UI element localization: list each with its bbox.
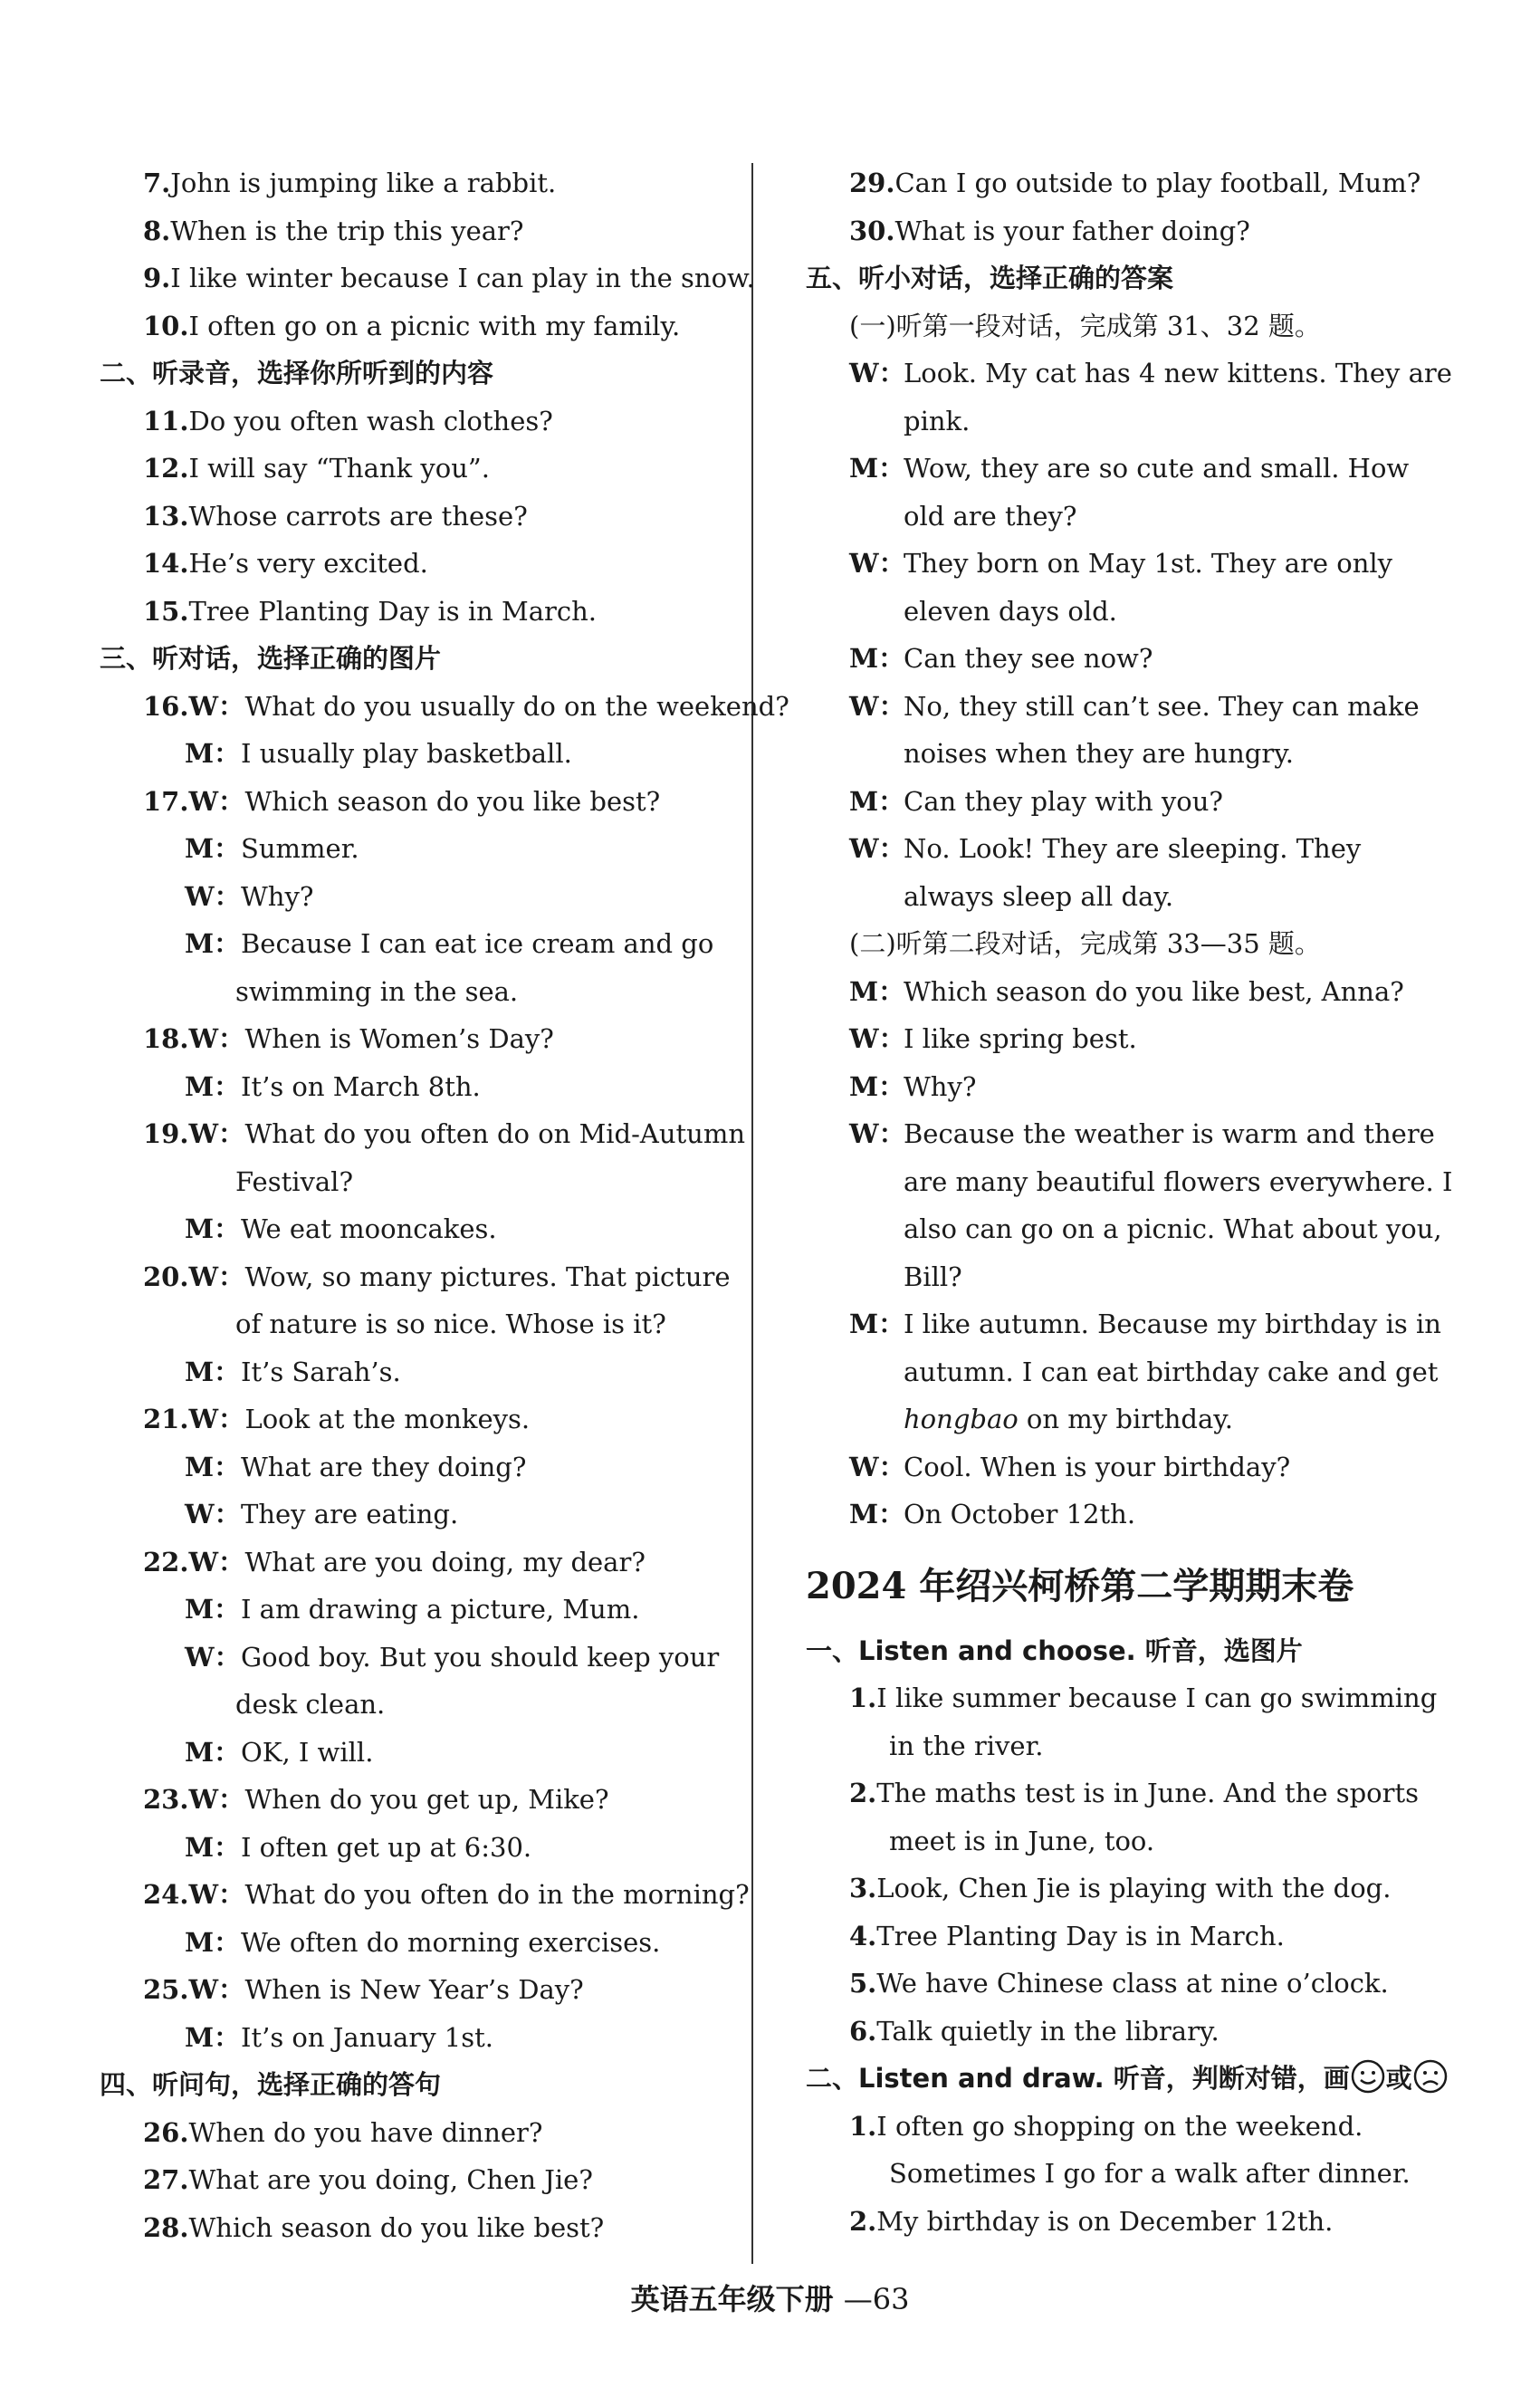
list-item: 15.Tree Planting Day is in March.	[143, 595, 598, 627]
sub-heading: (一)听第一段对话，完成第 31、32 题。	[849, 310, 1321, 341]
dialog-line: W：Why?	[185, 880, 314, 912]
list-item: 3.Look, Chen Jie is playing with the dog.	[849, 1873, 1392, 1903]
dialog-line: swimming in the sea.	[235, 975, 519, 1007]
dialog-line: old are they?	[904, 500, 1077, 532]
column-divider	[751, 163, 753, 2264]
list-item: 29.Can I go outside to play football, Mum?	[849, 168, 1421, 198]
list-item: 26.When do you have dinner?	[143, 2116, 543, 2148]
list-item: 9.I like winter because I can play in the snow.	[143, 263, 755, 293]
dialog-line: W：They born on May 1st. They are only	[849, 548, 1393, 579]
dialog-line: 24.W：What do you often do in the morning?	[143, 1879, 750, 1910]
sad-face-icon	[1412, 2058, 1449, 2095]
dialog-line: M：I often get up at 6:30.	[185, 1831, 532, 1863]
dialog-line: M：Summer.	[185, 833, 359, 864]
dialog-line: 19.W：What do you often do on Mid-Autumn	[143, 1118, 746, 1149]
dialog-two	[806, 968, 1467, 1539]
list-item: 28.Which season do you like best?	[143, 2211, 605, 2243]
list-item: 4.Tree Planting Day is in March.	[849, 1920, 1285, 1951]
list-item: 13.Whose carrots are these?	[143, 500, 528, 532]
exam-title: 2024 年绍兴柯桥第二学期期末卷	[806, 1564, 1354, 1607]
dialog-line: M：Wow, they are so cute and small. How	[849, 453, 1410, 484]
dialog-line: M：It’s Sarah’s.	[185, 1356, 401, 1387]
dialog-line: M：Can they see now?	[849, 643, 1153, 674]
dialog-line: always sleep all day.	[904, 880, 1174, 912]
right-column	[806, 159, 1467, 2245]
list-item: 8.When is the trip this year?	[143, 215, 524, 246]
dialog-line: 25.W：When is New Year’s Day?	[143, 1974, 584, 2005]
list-item: 10.I often go on a picnic with my family.	[143, 310, 681, 341]
dialog-line: also can go on a picnic. What about you,	[904, 1213, 1442, 1244]
list-item: 5.We have Chinese class at nine o’clock.	[849, 1968, 1389, 1999]
dialog-line: Bill?	[904, 1261, 962, 1292]
dialog-line: noises when they are hungry.	[904, 738, 1294, 769]
section-heading: 三、听对话，选择正确的图片	[100, 643, 442, 674]
dialog-line: 22.W：What are you doing, my dear?	[143, 1546, 646, 1577]
dialog-line: W：Look. My cat has 4 new kittens. They are	[849, 358, 1452, 388]
dialog-line: M：We often do morning exercises.	[185, 1926, 661, 1958]
dialog-line: M：Which season do you like best, Anna?	[849, 975, 1404, 1007]
list-item: 27.What are you doing, Chen Jie?	[143, 2164, 593, 2195]
dialog-line: 18.W：When is Women’s Day?	[143, 1023, 554, 1054]
dialog-line: W：No, they still can’t see. They can make	[849, 690, 1420, 722]
dialog-line: desk clean.	[235, 1689, 386, 1720]
page-number: —63	[843, 2282, 910, 2316]
list-item: 1.I like summer because I can go swimming	[849, 1683, 1438, 1713]
list-item-cont: meet is in June, too.	[889, 1825, 1155, 1856]
dialog-line: W：Cool. When is your birthday?	[849, 1451, 1291, 1482]
smiley-face-icon	[1350, 2058, 1386, 2095]
dialog-one	[806, 350, 1467, 920]
sub-heading: (二)听第二段对话，完成第 33—35 题。	[849, 928, 1321, 959]
section-heading: 五、听小对话，选择正确的答案	[806, 263, 1174, 293]
page-footer	[0, 2277, 1540, 2318]
dialog-line: 20.W：Wow, so many pictures. That picture	[143, 1261, 731, 1292]
list-item: 11.Do you often wash clothes?	[143, 405, 553, 436]
dialog-line: W：They are eating.	[185, 1499, 459, 1529]
dialog-line: autumn. I can eat birthday cake and get	[904, 1356, 1439, 1387]
list-item-cont: Sometimes I go for a walk after dinner.	[889, 2158, 1411, 2189]
section-heading: 二、Listen and draw. 听音，判断对错，画 或	[806, 2055, 1467, 2103]
list-item: 2.My birthday is on December 12th.	[849, 2205, 1334, 2237]
dialog-line: M：I like autumn. Because my birthday is in	[849, 1309, 1441, 1339]
dialog-line: of nature is so nice. Whose is it?	[235, 1309, 666, 1339]
dialog-line: M：Because I can eat ice cream and go	[185, 928, 714, 959]
dialog-line: 23.W：When do you get up, Mike?	[143, 1784, 609, 1815]
dialog-line: 17.W：Which season do you like best?	[143, 785, 661, 817]
dialog-line: M：We eat mooncakes.	[185, 1213, 497, 1244]
dialog-line: W：I like spring best.	[849, 1023, 1137, 1054]
list-item: 2.The maths test is in June. And the sports	[849, 1778, 1420, 1808]
list-item: 6.Talk quietly in the library.	[849, 2015, 1220, 2047]
section-heading: 四、听问句，选择正确的答句	[100, 2069, 442, 2100]
dialog-line: M：I usually play basketball.	[185, 738, 572, 769]
list-item: 1.I often go shopping on the weekend.	[849, 2110, 1363, 2142]
list-item: 14.He’s very excited.	[143, 548, 428, 579]
dialog-line: are many beautiful flowers everywhere. I	[904, 1165, 1453, 1197]
section-heading: 二、听录音，选择你所听到的内容	[100, 358, 494, 388]
dialog-line: M：Why?	[849, 1070, 977, 1102]
list-item: 30.What is your father doing?	[849, 215, 1250, 246]
dialog-line: pink.	[904, 405, 971, 436]
dialog-line: W：Good boy. But you should keep your	[185, 1641, 720, 1673]
dialog-line: M：It’s on March 8th.	[185, 1070, 481, 1102]
list-item-cont: in the river.	[889, 1730, 1044, 1761]
dialog-line: M：OK, I will.	[185, 1736, 374, 1768]
dialog-line: eleven days old.	[904, 595, 1117, 627]
dialog-line: M：On October 12th.	[849, 1499, 1136, 1529]
dialog-line: 16.W：What do you usually do on the weekend?	[143, 690, 789, 722]
dialog-line: 21.W：Look at the monkeys.	[143, 1404, 531, 1434]
dialog-line: M：Can they play with you?	[849, 785, 1223, 817]
list-item: 12.I will say “Thank you”.	[143, 453, 490, 484]
dialog-line: M：What are they doing?	[185, 1451, 527, 1482]
section-heading: 一、Listen and choose. 听音，选图片	[806, 1635, 1303, 1666]
dialog-line: M：It’s on January 1st.	[185, 2021, 494, 2053]
dialog-line: M：I am drawing a picture, Mum.	[185, 1594, 640, 1625]
dialog-line: W：No. Look! They are sleeping. They	[849, 833, 1362, 864]
dialog-line: Festival?	[235, 1165, 354, 1197]
dialog-line: W：Because the weather is warm and there	[849, 1118, 1435, 1149]
left-column	[100, 159, 789, 2251]
list-item: 7.John is jumping like a rabbit.	[143, 168, 557, 198]
footer-label: 英语五年级下册	[630, 2282, 834, 2316]
dialog-line: hongbao on my birthday.	[904, 1404, 1234, 1434]
